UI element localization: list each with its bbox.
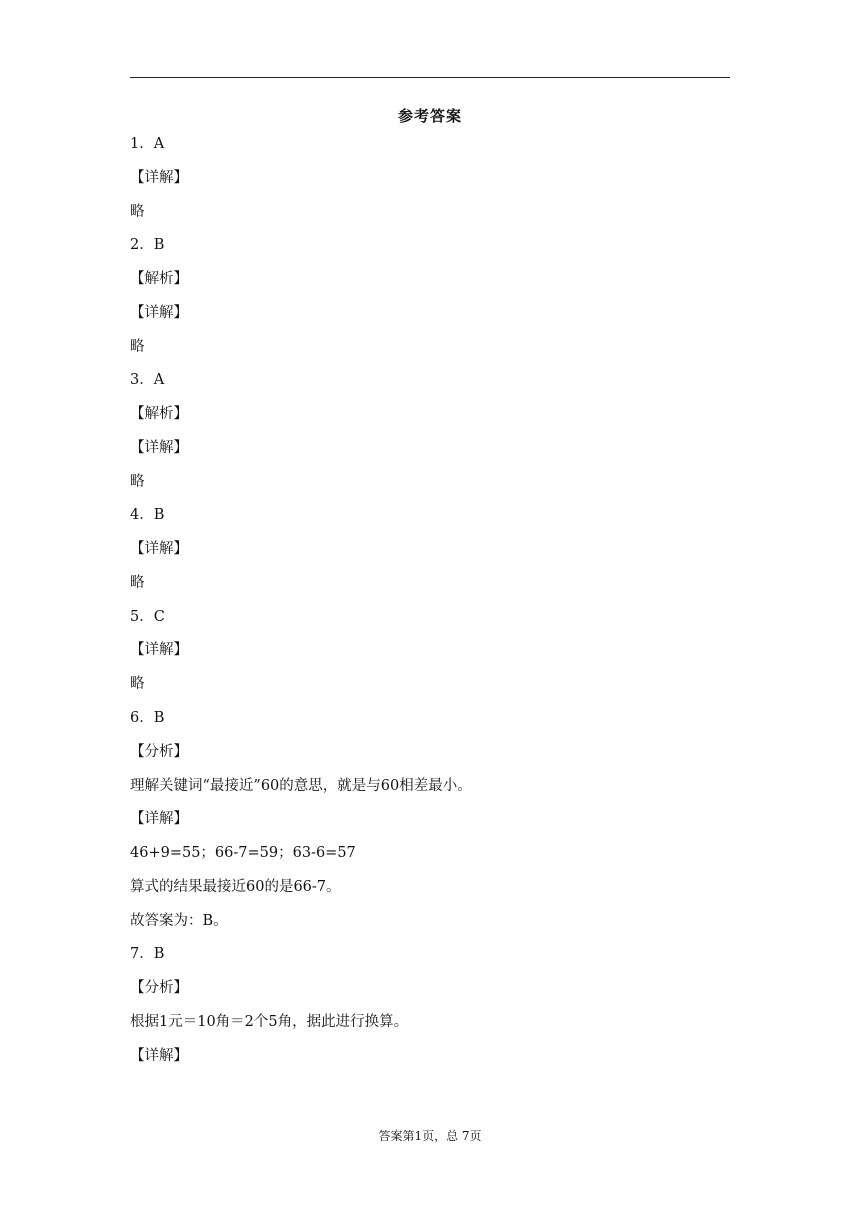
explanation-text: 算式的结果最接近60的是66-7。	[130, 878, 341, 895]
answer-line: 略	[130, 676, 145, 693]
answer-line: 2．B	[130, 237, 165, 254]
answer-line: 略	[130, 574, 145, 591]
answer-line: 略	[130, 338, 145, 355]
section-label: 【分析】	[130, 743, 188, 760]
answer-line: 1．A	[130, 136, 165, 152]
section-label: 【详解】	[130, 169, 188, 186]
section-label: 【详解】	[130, 811, 188, 828]
section-label: 【分析】	[130, 980, 188, 997]
section-label: 【解析】	[130, 271, 188, 288]
page-title: 参考答案	[397, 107, 462, 125]
calculation-text: 46+9=55；66-7=59；63-6=57	[130, 845, 356, 862]
section-label: 【详解】	[130, 1047, 188, 1064]
header-rule	[130, 77, 730, 78]
answer-line: 略	[130, 473, 145, 490]
section-label: 【详解】	[130, 541, 188, 558]
section-label: 【详解】	[130, 642, 188, 659]
answer-line: 5．C	[130, 608, 165, 625]
answer-line: 略	[130, 203, 145, 220]
section-label: 【详解】	[130, 304, 188, 321]
answer-line: 4．B	[130, 507, 165, 524]
answer-line: 7．B	[130, 946, 165, 963]
answer-line: 3．A	[130, 372, 165, 389]
answer-line: 6．B	[130, 710, 165, 727]
analysis-text: 根据1元＝10角＝2个5角，据此进行换算。	[130, 1013, 409, 1030]
answer-content	[130, 134, 730, 1079]
section-label: 【详解】	[130, 439, 188, 456]
analysis-text: 理解关键词“最接近”60的意思，就是与60相差最小。	[130, 777, 472, 794]
conclusion-text: 故答案为：B。	[130, 912, 228, 929]
page-footer: 答案第1页，总 7页	[378, 1129, 482, 1143]
section-label: 【解析】	[130, 406, 188, 423]
